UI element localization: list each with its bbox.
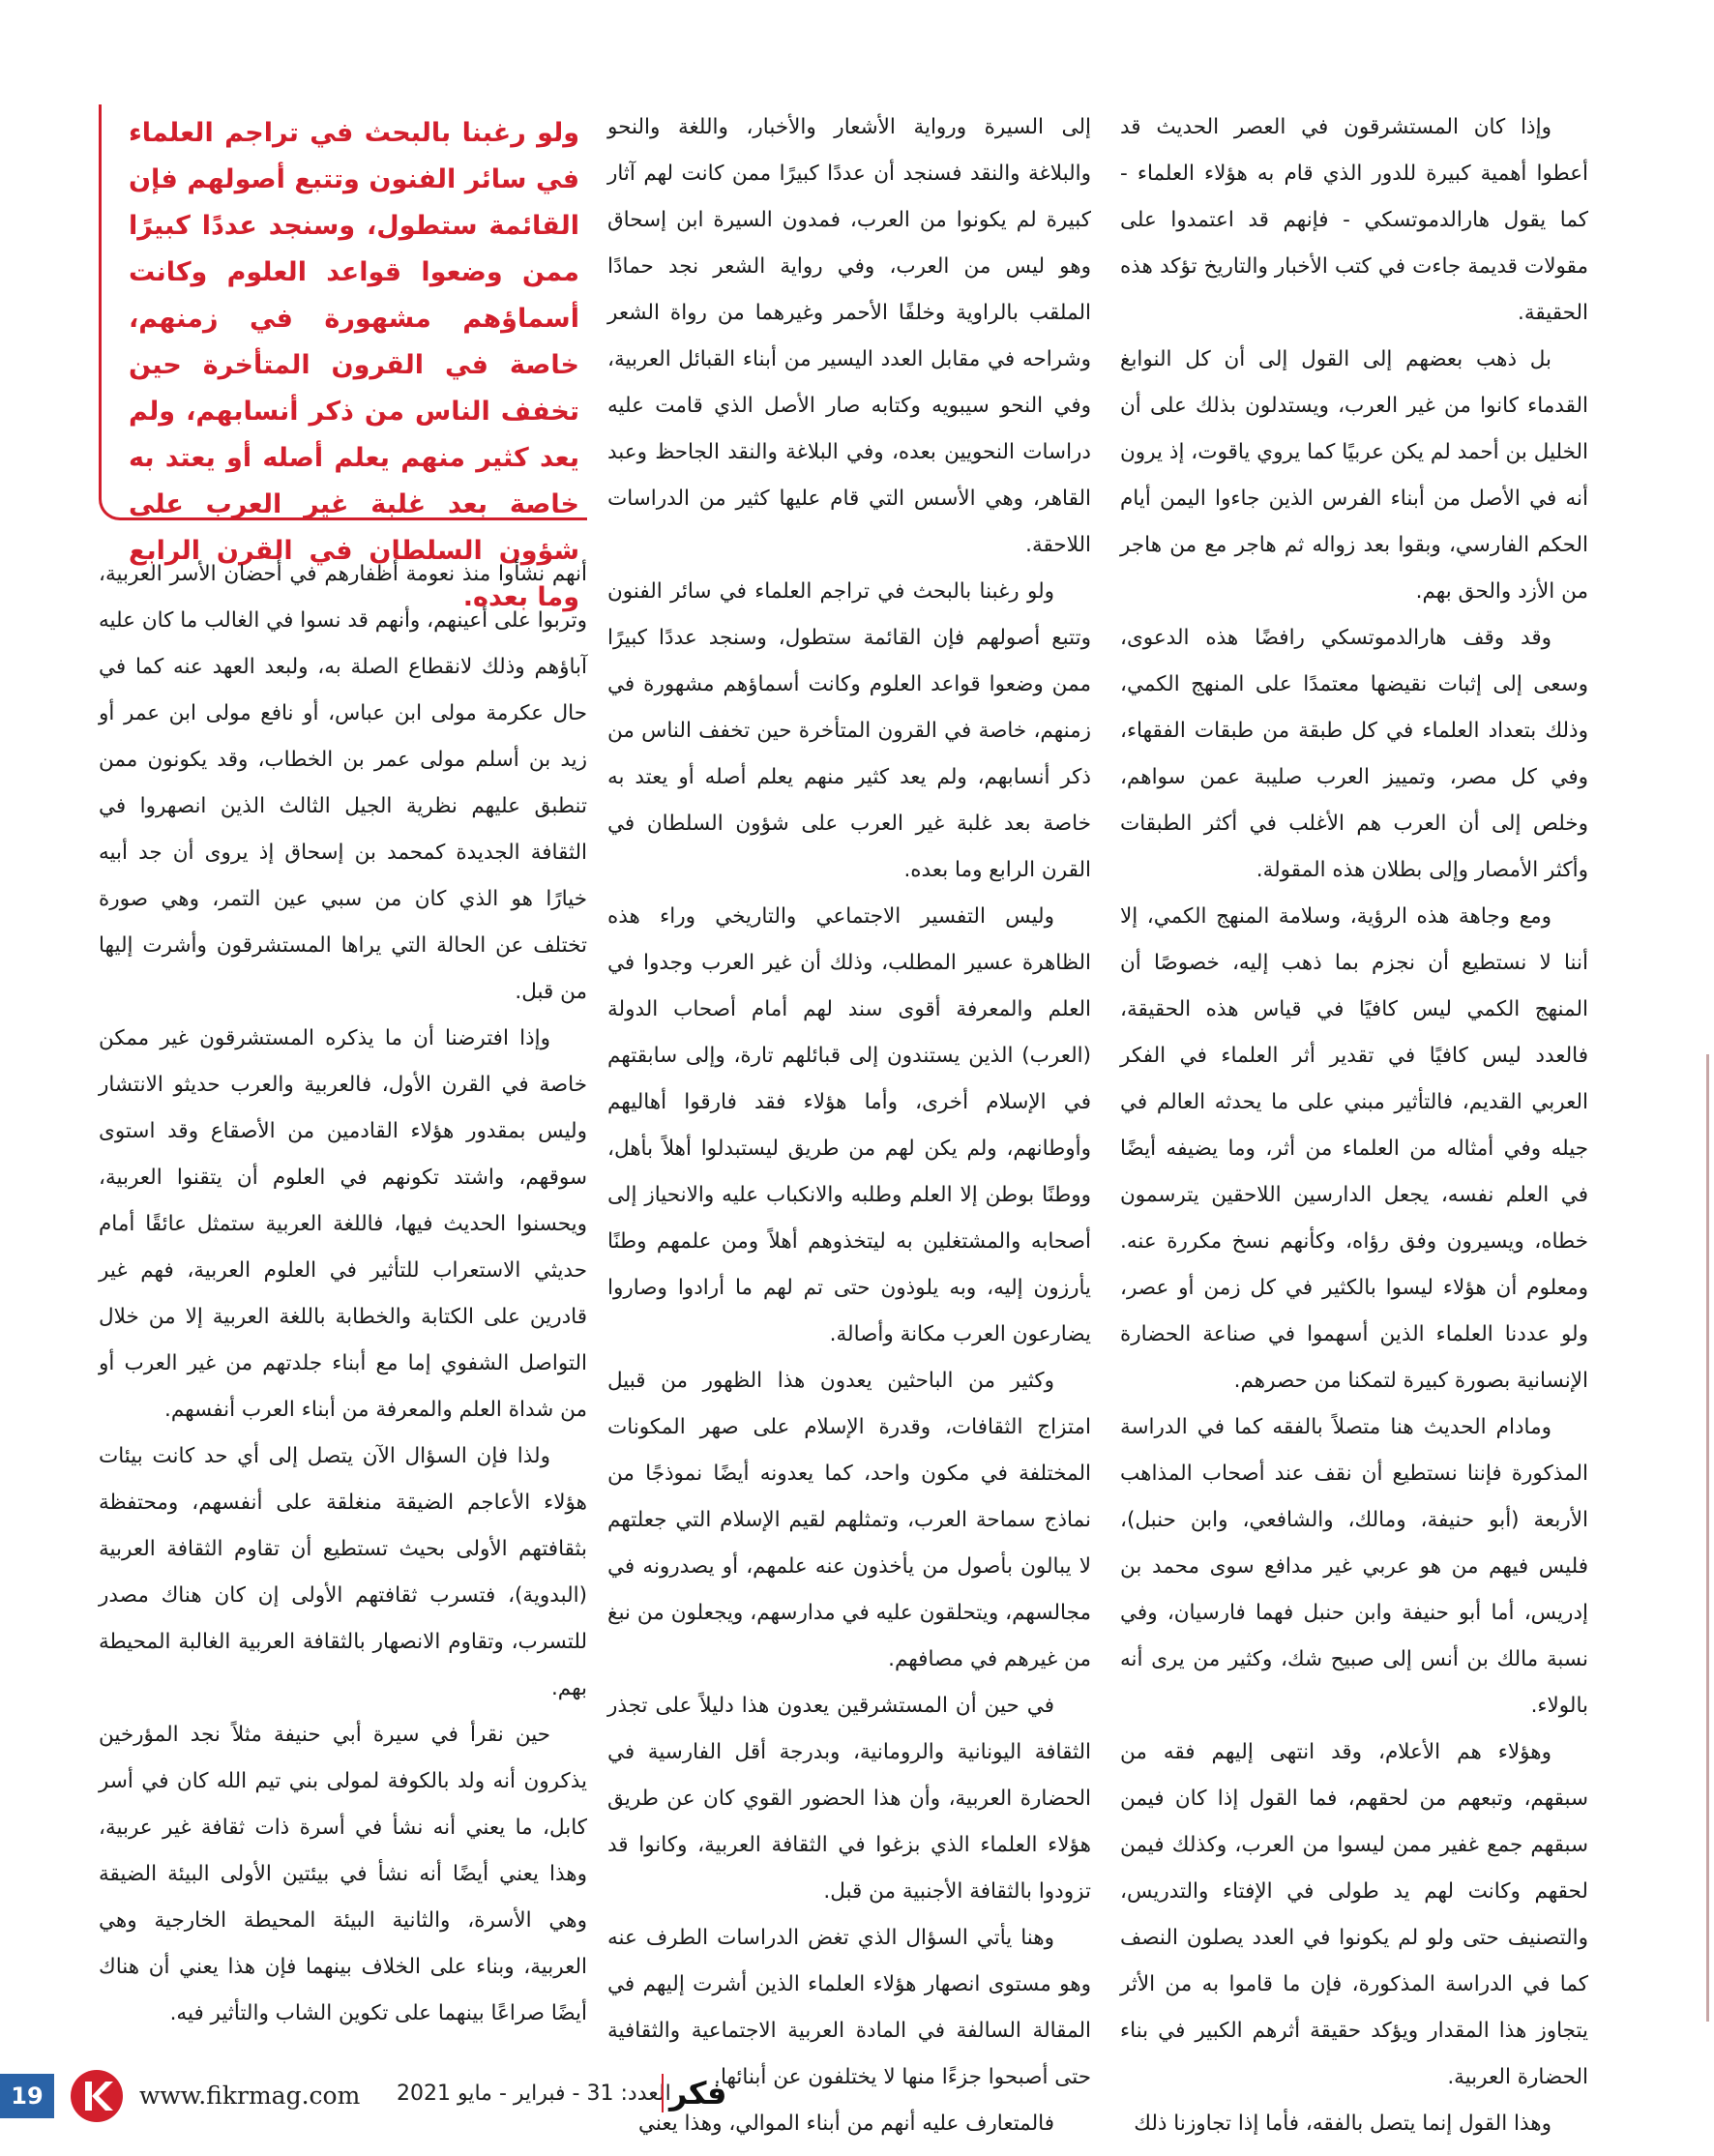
article-column-left <box>99 551 587 2037</box>
paragraph: أنهم نشأوا منذ نعومة أظفارهم في أحضان الأسر العربية، وتربوا على أعينهم، وأنهم قد نسوا في الغالب ما كان عليه آباؤهم وذلك لانقطاع الصلة به، ولبعد العهد عنه كما في حال عكرمة مولى ابن عباس، أو نافع مولى ابن عمر أو زيد بن أسلم مولى عمر بن الخطاب، وقد يكونون ممن تنطبق عليهم نظرية الجيل الثالث الذين انصهروا في الثقافة الجديدة كمحمد بن إسحاق إذ يروى أن جد أبيه خيارًا هو الذي كان من سبي عين التمر، وهي صورة تختلف عن الحالة التي يراها المستشرقون وأشرت إليها من قبل. <box>99 562 587 1004</box>
paragraph: وقد وقف هارالدموتسكي رافضًا هذه الدعوى، وسعى إلى إثبات نقيضها معتمدًا على المنهج الكمي، وذلك بتعداد العلماء في كل طبقة من طبقات الفقهاء، وفي كل مصر، وتمييز العرب صليبة عمن سواهم، وخلص إلى أن العرب هم الأغلب في أكثر الطبقات وأكثر الأمصار وإلى بطلان هذه المقولة. <box>1120 626 1588 882</box>
page-number: 19 <box>0 2074 54 2118</box>
paragraph: وكثير من الباحثين يعدون هذا الظهور من قبيل امتزاج الثقافات، وقدرة الإسلام على صهر المكونات المختلفة في مكون واحد، كما يعدونه أيضًا نموذجًا من نماذج سماحة العرب، وتمثلهم لقيم الإسلام التي جعلتهم لا يبالون بأصول من يأخذون عنه علمهم، أو يصدرونه في مجالسهم، ويتحلقون عليه في مدارسهم، ويجعلون من نبغ من غيرهم في مصافهم. <box>607 1369 1091 1671</box>
paragraph: وهؤلاء هم الأعلام، وقد انتهى إليهم فقه من سبقهم، وتبعهم من لحقهم، فما القول إذا كان فيمن سبقهم جمع غفير ممن ليسوا من العرب، وكذلك فيمن لحقهم وكانت لهم يد طولى في الإفتاء والتدريس، والتصنيف حتى ولو لم يكونوا في العدد يصلون النصف كما في الدراسة المذكورة، فإن ما قاموا به من الأثر يتجاوز هذا المقدار ويؤكد حقيقة أثرهم الكبير في بناء الحضارة العربية. <box>1120 1740 1588 2089</box>
pull-quote <box>99 104 587 612</box>
brand-k-icon <box>70 2069 124 2123</box>
paragraph: حين نقرأ في سيرة أبي حنيفة مثلاً نجد المؤرخين يذكرون أنه ولد بالكوفة لمولى بني تيم الله كان في أسر كابل، ما يعني أنه نشأ في أسرة ذات ثقافة غير عربية، وهذا يعني أيضًا أنه نشأ في بيئتين الأولى البيئة الضيقة وهي الأسرة، والثانية البيئة المحيطة الخارجية وهي العربية، وبناء على الخلاف بينهما فإن هذا يعني أن هناك أيضًا صراعًا بينهما على تكوين الشاب والتأثير فيه. <box>99 1723 587 2025</box>
paragraph: ومادام الحديث هنا متصلاً بالفقه كما في الدراسة المذكورة فإننا نستطيع أن نقف عند أصحاب المذاهب الأربعة (أبو حنيفة، ومالك، والشافعي، وابن حنبل)، فليس فيهم من هو عربي غير مدافع سوى محمد بن إدريس، أما أبو حنيفة وابن حنبل فهما فارسيان، وفي نسبة مالك بن أنس إلى صبيح شك، وكثير من يرى أنه بالولاء. <box>1120 1415 1588 1718</box>
paragraph: وهنا يأتي السؤال الذي تغض الدراسات الطرف عنه وهو مستوى انصهار هؤلاء العلماء الذين أشرت إليهم في المقالة السالفة في المادة العربية الاجتماعية والثقافية حتى أصبحوا جزءًا منها لا يختلفون عن أبنائها. <box>607 1926 1091 2089</box>
paragraph: وهذا القول إنما يتصل بالفقه، فأما إذا تجاوزنا ذلك <box>1134 2112 1551 2136</box>
issue-info: العدد: 31 - فبراير - مايو 2021 <box>397 2082 671 2106</box>
paragraph: وإذا افترضنا أن ما يذكره المستشرقون غير ممكن خاصة في القرن الأول، فالعربية والعرب حديثو الانتشار وليس بمقدور هؤلاء القادمين من الأصقاع وقد استوى سوقهم، واشتد تكونهم في العلوم أن يتقنوا العربية، ويحسنوا الحديث فيها، فاللغة العربية ستمثل عائقًا أمام حديثي الاستعراب للتأثير في العلوم العربية، فهم غير قادرين على الكتابة والخطابة باللغة العربية إلا من خلال التواصل الشفوي إما مع أبناء جلدتهم من غير العرب أو من شداة العلم والمعرفة من أبناء العرب أنفسهم. <box>99 1026 587 1422</box>
website-link[interactable]: www.fikrmag.com <box>139 2082 361 2110</box>
magazine-logo: فكر <box>662 2074 726 2112</box>
paragraph: وليس التفسير الاجتماعي والتاريخي وراء هذه الظاهرة عسير المطلب، وذلك أن غير العرب وجدوا في العلم والمعرفة أقوى سند لهم أمام أصحاب الدولة (العرب) الذين يستندون إلى قبائلهم تارة، وإلى سابقتهم في الإسلام أخرى، وأما هؤلاء فقد فارقوا أهاليهم وأوطانهم، ولم يكن لهم من طريق ليستبدلوا أهلاً بأهل، ووطنًا بوطن إلا العلم وطلبه والانكباب عليه والانحياز إلى أصحابه والمشتغلين به ليتخذوهم أهلاً ومن علمهم وطنًا يأرزون إليه، وبه يلوذون حتى تم لهم ما أرادوا وصاروا يضارعون العرب مكانة وأصالة. <box>607 904 1091 1346</box>
article-column-right <box>1120 104 1588 2147</box>
paragraph: في حين أن المستشرقين يعدون هذا دليلاً على تجذر الثقافة اليونانية والرومانية، وبدرجة أقل الفارسية في الحضارة العربية، وأن هذا الحضور القوي كان عن طريق هؤلاء العلماء الذي بزغوا في الثقافة العربية، وكانوا قد تزودوا بالثقافة الأجنبية من قبل. <box>607 1694 1091 1904</box>
paragraph: وإذا كان المستشرقون في العصر الحديث قد أعطوا أهمية كبيرة للدور الذي قام به هؤلاء العلماء - كما يقول هارالدموتسكي - فإنهم قد اعتمدوا على مقولات قديمة جاءت في كتب الأخبار والتاريخ تؤكد هذه الحقيقة. <box>1120 115 1588 325</box>
paragraph: إلى السيرة ورواية الأشعار والأخبار، واللغة والنحو والبلاغة والنقد فسنجد أن عددًا كبيرًا ممن كانت لهم آثار كبيرة لم يكونوا من العرب، فمدون السيرة ابن إسحاق وهو ليس من العرب، وفي رواية الشعر نجد حمادًا الملقب بالراوية وخلفًا الأحمر وغيرهما من رواة الشعر وشراحه في مقابل العدد اليسير من أبناء القبائل العربية، وفي النحو سيبويه وكتابه صار الأصل الذي قامت عليه دراسات النحويين بعده، وفي البلاغة والنقد الجاحظ وعبد القاهر، وهي الأسس التي قام عليها كثير من الدراسات اللاحقة. <box>607 115 1091 557</box>
page-footer <box>0 2060 1714 2128</box>
paragraph: فالمتعارف عليه أنهم من أبناء الموالي، وهذا يعني <box>637 2112 1054 2136</box>
pull-quote-text: ولو رغبنا بالبحث في تراجم العلماء في سائر الفنون وتتبع أصولهم فإن القائمة ستطول، وسنجد عددًا كبيرًا ممن وضعوا قواعد العلوم وكانت أسماؤهم مشهورة في زمنهم، خاصة في القرون المتأخرة حين تخفف الناس من ذكر أنسابهم، ولم يعد كثير منهم يعلم أصله أو يعتد به خاصة بعد غلبة غير العرب على شؤون السلطان في القرن الرابع وما بعده. <box>129 118 579 612</box>
article-column-middle <box>607 104 1091 2147</box>
paragraph: ولو رغبنا بالبحث في تراجم العلماء في سائر الفنون وتتبع أصولهم فإن القائمة ستطول، وسنجد عددًا كبيرًا ممن وضعوا قواعد العلوم وكانت أسماؤهم مشهورة في زمنهم، خاصة في القرون المتأخرة حين تخفف الناس من ذكر أنسابهم، ولم يعد كثير منهم يعلم أصله أو يعتد به خاصة بعد غلبة غير العرب على شؤون السلطان في القرن الرابع وما بعده. <box>607 579 1091 882</box>
paragraph: ومع وجاهة هذه الرؤية، وسلامة المنهج الكمي، إلا أننا لا نستطيع أن نجزم بما ذهب إليه، خصوصًا أن المنهج الكمي ليس كافيًا في قياس هذه الحقيقة، فالعدد ليس كافيًا في تقدير أثر العلماء في الفكر العربي القديم، فالتأثير مبني على ما يحدثه العالم في جيله وفي أمثاله من العلماء من أثر، وما يضيفه أيضًا في العلم نفسه، يجعل الدارسين اللاحقين يترسمون خطاه، ويسيرون وفق رؤاه، وكأنهم نسخ مكررة عنه. ومعلوم أن هؤلاء ليسوا بالكثير في كل زمن أو عصر، ولو عددنا العلماء الذين أسهموا في صناعة الحضارة الإنسانية بصورة كبيرة لتمكنا من حصرهم. <box>1120 904 1588 1393</box>
paragraph: بل ذهب بعضهم إلى القول إلى أن كل النوابغ القدماء كانوا من غير العرب، ويستدلون بذلك على أن الخليل بن أحمد لم يكن عربيًا كما يروي ياقوت، إذ يرون أنه في الأصل من أبناء الفرس الذين جاءوا اليمن أيام الحكم الفارسي، وبقوا بعد زواله ثم هاجر مع من هاجر من الأزد والحق بهم. <box>1120 347 1588 604</box>
paragraph: ولذا فإن السؤال الآن يتصل إلى أي حد كانت بيئات هؤلاء الأعاجم الضيقة منغلقة على أنفسهم، ومحتفظة بثقافتهم الأولى بحيث تستطيع أن تقاوم الثقافة العربية (البدوية)، فتسرب ثقافتهم الأولى إن كان هناك مصدر للتسرب، وتقاوم الانصهار بالثقافة العربية الغالبة المحيطة بهم. <box>99 1444 587 1700</box>
margin-rule <box>1706 1054 1709 2022</box>
